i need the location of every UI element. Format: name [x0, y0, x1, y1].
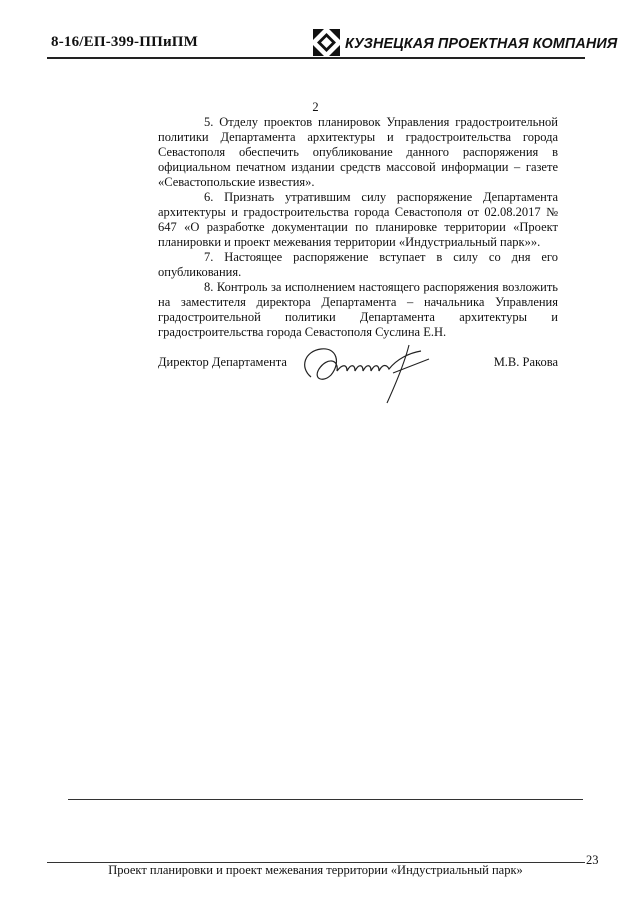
company-name: КУЗНЕЦКАЯ ПРОЕКТНАЯ КОМПАНИЯ: [345, 35, 618, 52]
document-body: [158, 115, 558, 340]
paragraph-6: 6. Признать утратившим силу распоряжение Департамента архитектуры и градостроительства города Севастополя от 02.08.2017 № 647 «О разработке документации по планировке территории «Проект планировки и проект межевания территории «Индустриальный парк»».: [158, 190, 558, 249]
handwritten-signature: [297, 337, 437, 407]
page-number: 2: [312, 100, 319, 114]
signatory-name: М.В. Ракова: [493, 355, 558, 369]
footnote-divider: [68, 799, 583, 800]
sheet-number: 23: [586, 853, 599, 867]
company-logo-icon: [313, 29, 340, 56]
signatory-title: Директор Департамента: [158, 355, 287, 369]
document-code: 8-16/ЕП-399-ППиПМ: [51, 34, 199, 50]
paragraph-7: 7. Настоящее распоряжение вступает в силу со дня его опубликования.: [158, 250, 558, 279]
paragraph-5: 5. Отделу проектов планировок Управления градостроительной политики Департамента архитектуры и градостроительства города Севастополя обеспечить опубликование данного распоряжения в официальном печатном издании средств массовой информации – газете «Севастопольские известия».: [158, 115, 558, 189]
header-divider: [47, 57, 585, 59]
paragraph-8: 8. Контроль за исполнением настоящего распоряжения возложить на заместителя директора Департамента – начальника Управления градостроительной политики Департамента архитектуры и градостроительства города Севастополя Суслина Е.Н.: [158, 280, 558, 339]
footer-title: Проект планировки и проект межевания территории «Индустриальный парк»: [108, 863, 523, 877]
